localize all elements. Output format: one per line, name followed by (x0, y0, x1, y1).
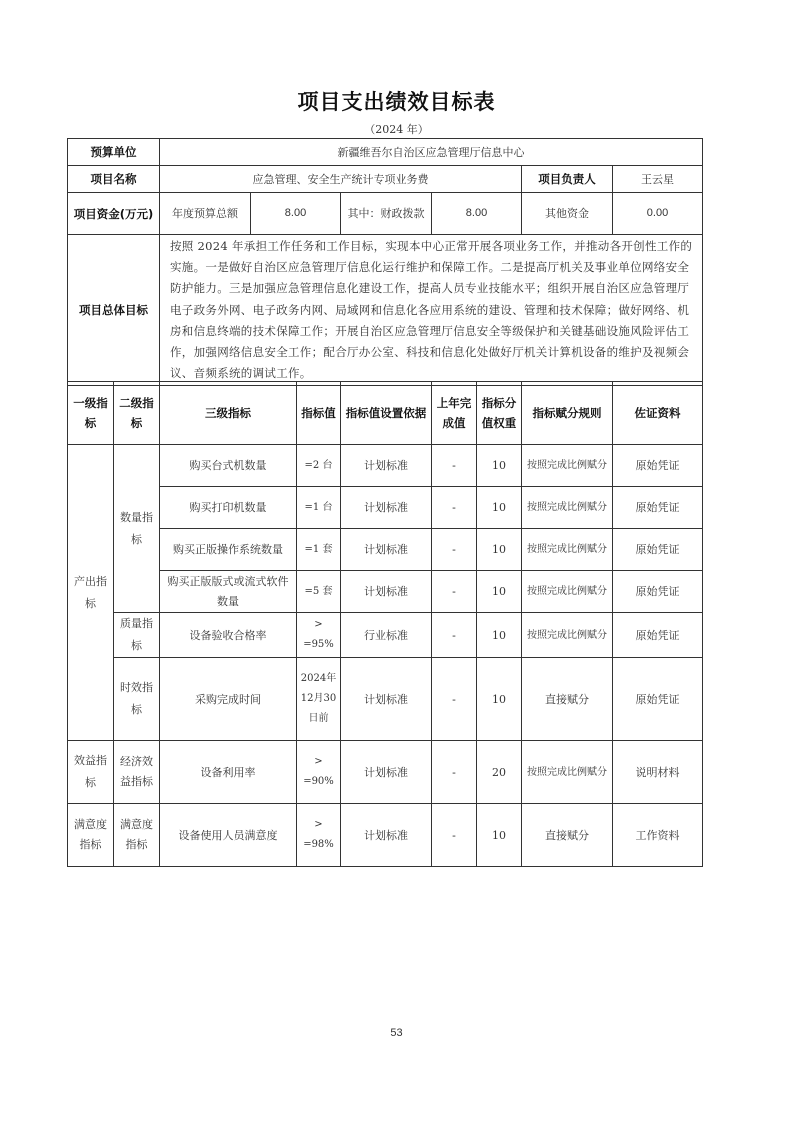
project-leader-value: 王云星 (613, 166, 703, 193)
indicator-rule: 按照完成比例赋分 (522, 571, 613, 613)
indicator-basis: 计划标准 (341, 571, 432, 613)
table-row (68, 658, 703, 741)
project-leader-label: 项目负责人 (522, 166, 613, 193)
project-name-label: 项目名称 (68, 166, 160, 193)
indicator-value: =5 套 (297, 571, 341, 613)
table-row (68, 487, 703, 529)
table-row (68, 529, 703, 571)
indicator-last-year: - (432, 804, 477, 867)
indicator-rule: 按照完成比例赋分 (522, 487, 613, 529)
overall-goal-row (68, 235, 703, 386)
project-info-table (67, 138, 703, 386)
indicator-name: 购买正版操作系统数量 (160, 529, 297, 571)
project-funds-label: 项目资金(万元) (68, 193, 160, 235)
budget-unit-value: 新疆维吾尔自治区应急管理厅信息中心 (160, 139, 703, 166)
project-name-row (68, 166, 703, 193)
header-level2: 二级指标 (114, 382, 160, 445)
page-title: 项目支出绩效目标表 (297, 90, 496, 114)
table-row (68, 571, 703, 613)
subgroup-satisfaction: 满意度指标 (114, 804, 160, 867)
budget-unit-row (68, 139, 703, 166)
indicator-weight: 10 (477, 658, 522, 741)
group-output: 产出指标 (68, 445, 114, 741)
indicator-value-bottom: =90% (303, 776, 334, 787)
header-indicator-value: 指标值 (297, 382, 341, 445)
indicator-name: 设备使用人员满意度 (160, 804, 297, 867)
table-row (68, 613, 703, 658)
indicator-value: =1 套 (297, 529, 341, 571)
header-last-year: 上年完成值 (432, 382, 477, 445)
indicator-weight: 10 (477, 571, 522, 613)
budget-unit-label: 预算单位 (68, 139, 160, 166)
indicator-value-bottom: =98% (303, 839, 334, 850)
subgroup-quantity: 数量指标 (114, 445, 160, 613)
indicator-name: 设备利用率 (160, 741, 297, 804)
indicator-last-year: - (432, 529, 477, 571)
indicator-basis: 计划标准 (341, 804, 432, 867)
indicator-name: 购买台式机数量 (160, 445, 297, 487)
indicator-weight: 10 (477, 487, 522, 529)
table-row (68, 445, 703, 487)
indicator-value-bottom: =95% (303, 639, 334, 650)
indicator-basis: 计划标准 (341, 658, 432, 741)
indicator-last-year: - (432, 445, 477, 487)
performance-indicators-table (67, 381, 703, 867)
header-evidence: 佐证资料 (613, 382, 703, 445)
indicator-rule: 按照完成比例赋分 (522, 613, 613, 658)
indicator-evidence: 原始凭证 (613, 571, 703, 613)
indicator-rule: 按照完成比例赋分 (522, 445, 613, 487)
indicator-name: 设备验收合格率 (160, 613, 297, 658)
year-subtitle: （2024 年） (364, 123, 429, 136)
page-number: 53 (390, 1027, 403, 1039)
indicator-value: =2 台 (297, 445, 341, 487)
indicator-value-top: > (314, 756, 323, 767)
indicator-value (297, 613, 341, 658)
indicator-name: 购买正版版式或流式软件数量 (160, 571, 297, 613)
annual-budget-value: 8.00 (251, 193, 341, 235)
indicator-last-year: - (432, 571, 477, 613)
indicator-weight: 10 (477, 804, 522, 867)
indicator-basis: 计划标准 (341, 487, 432, 529)
indicator-weight: 10 (477, 445, 522, 487)
indicator-weight: 10 (477, 529, 522, 571)
overall-goal-label: 项目总体目标 (68, 235, 160, 386)
group-benefit: 效益指标 (68, 741, 114, 804)
indicator-weight: 20 (477, 741, 522, 804)
indicator-rule: 按照完成比例赋分 (522, 529, 613, 571)
indicator-weight: 10 (477, 613, 522, 658)
indicator-evidence: 原始凭证 (613, 529, 703, 571)
group-satisfaction: 满意度指标 (68, 804, 114, 867)
project-funds-row (68, 193, 703, 235)
indicator-value: 2024年12月30日前 (297, 658, 341, 741)
indicator-value (297, 741, 341, 804)
indicator-basis: 计划标准 (341, 741, 432, 804)
header-weight: 指标分值权重 (477, 382, 522, 445)
table-row (68, 741, 703, 804)
other-funds-label: 其他资金 (522, 193, 613, 235)
indicator-last-year: - (432, 613, 477, 658)
indicator-value-top: > (314, 819, 323, 830)
subgroup-quality: 质量指标 (114, 613, 160, 658)
indicator-basis: 计划标准 (341, 529, 432, 571)
indicator-basis: 计划标准 (341, 445, 432, 487)
indicator-last-year: - (432, 487, 477, 529)
indicator-header-row (68, 382, 703, 445)
subgroup-timeliness: 时效指标 (114, 658, 160, 741)
header-level3: 三级指标 (160, 382, 297, 445)
indicator-rule: 直接赋分 (522, 804, 613, 867)
indicator-rule: 直接赋分 (522, 658, 613, 741)
annual-budget-label: 年度预算总额 (160, 193, 251, 235)
indicator-value: =1 台 (297, 487, 341, 529)
indicator-evidence: 说明材料 (613, 741, 703, 804)
indicator-value (297, 804, 341, 867)
overall-goal-text: 按照 2024 年承担工作任务和工作目标，实现本中心正常开展各项业务工作，并推动各开创性工作的实施。一是做好自治区应急管理厅信息化运行维护和保障工作。二是提高厅机关及事业单位网络安全防护能力。三是加强应急管理信息化建设工作，提高人员专业技能水平；组织开展自治区应急管理厅电子政务外网、电子政务内网、局域网和信息化各应用系统的建设、管理和技术保障；做好网络、机房和信息终端的技术保障工作；开展自治区应急管理厅信息安全等级保护和关键基础设施风险评估工作，加强网络信息安全工作；配合厅办公室、科技和信息化处做好厅机关计算机设备的维护及视频会议、音频系统的调试工作。 (160, 235, 703, 386)
indicator-evidence: 工作资料 (613, 804, 703, 867)
header-level1: 一级指标 (68, 382, 114, 445)
subgroup-economic: 经济效益指标 (114, 741, 160, 804)
indicator-last-year: - (432, 658, 477, 741)
indicator-last-year: - (432, 741, 477, 804)
indicator-name: 购买打印机数量 (160, 487, 297, 529)
other-funds-value: 0.00 (613, 193, 703, 235)
table-row (68, 804, 703, 867)
indicator-rule: 按照完成比例赋分 (522, 741, 613, 804)
fiscal-allocation-value: 8.00 (432, 193, 522, 235)
indicator-evidence: 原始凭证 (613, 613, 703, 658)
indicator-basis: 行业标准 (341, 613, 432, 658)
indicator-name: 采购完成时间 (160, 658, 297, 741)
project-name-value: 应急管理、安全生产统计专项业务费 (160, 166, 522, 193)
indicator-evidence: 原始凭证 (613, 445, 703, 487)
indicator-evidence: 原始凭证 (613, 487, 703, 529)
fiscal-allocation-label: 其中：财政拨款 (341, 193, 432, 235)
indicator-value-top: > (314, 619, 323, 630)
header-scoring-rule: 指标赋分规则 (522, 382, 613, 445)
header-value-basis: 指标值设置依据 (341, 382, 432, 445)
indicator-evidence: 原始凭证 (613, 658, 703, 741)
